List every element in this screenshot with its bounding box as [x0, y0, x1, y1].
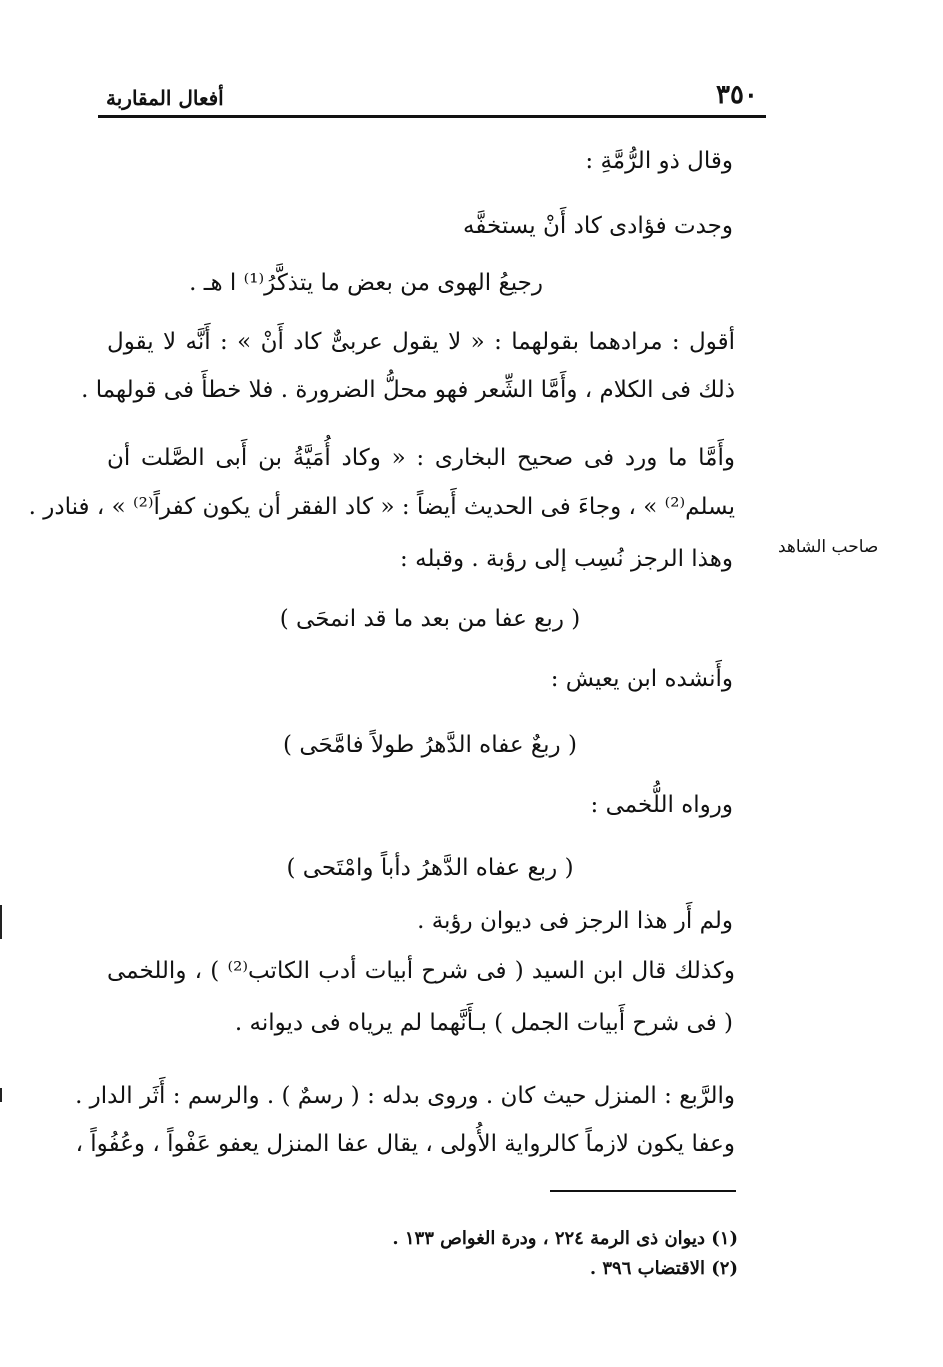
text-line: وأَمَّا ما ورد فى صحيح البخارى : « وكاد أُمَيَّةُ بن أَبى الصَّلت أن — [107, 445, 735, 471]
page-number: ٣٥٠ — [716, 80, 758, 110]
text-line: وعفا يكون لازماً كالرواية الأُولى ، يقال عفا المنزل يعفو عَفْواً ، وعُفُواً ، — [75, 1131, 735, 1157]
footnote-rule — [550, 1190, 736, 1192]
verse-line: وجدت فؤادى كاد أَنْ يستخفَّه — [463, 213, 733, 239]
text-line: ذلك فى الكلام ، وأَمَّا الشِّعر فهو محلُّ الضرورة . فلا خطأَ فى قولهما . — [81, 377, 735, 403]
verse-line: ( ربع عفا من بعد ما قد انمحَى ) — [279, 606, 581, 632]
verse-line: ( ربعٌ عفاه الدَّهرُ طولاً فامَّحَى ) — [283, 732, 577, 758]
text-line: وقال ذو الرُّمَّةِ : — [585, 148, 733, 174]
header-rule — [98, 115, 766, 118]
scan-edge-mark — [0, 1088, 2, 1102]
scan-edge-mark — [0, 905, 2, 939]
text-line: ( فى شرح أَبيات الجمل ) بـأَنَّهما لم يرياه فى ديوانه . — [234, 1010, 733, 1036]
running-title: أفعال المقاربة — [106, 86, 224, 110]
text-line: ولم أَر هذا الرجز فى ديوان رؤبة . — [417, 908, 733, 934]
footnote: (٢) الاقتضاب ٣٩٦ . — [589, 1258, 738, 1279]
verse-line: رجيعُ الهوى من بعض ما يتذكَّرُ⁽¹⁾ ا هـ . — [189, 270, 543, 296]
margin-note: صاحب الشاهد — [778, 537, 879, 557]
text-line: والرَّبع : المنزل حيث كان . وروى بدله : ( رسمٌ ) . والرسم : أَثَر الدار . — [75, 1083, 735, 1109]
text-line: ورواه اللُّخمى : — [590, 792, 733, 818]
text-line: وكذلك قال ابن السيد ( فى شرح أبيات أدب الكاتب⁽²⁾ ) ، واللخمى — [107, 958, 735, 984]
footnote: (١) ديوان ذى الرمة ٢٢٤ ، ودرة الغواص ١٣٣ . — [392, 1228, 738, 1249]
text-line: وأَنشده ابن يعيش : — [550, 666, 733, 692]
text-line: أقول : مرادهما بقولهما : « لا يقول عربىٌّ كاد أَنْ » : أَنَّه لا يقول — [107, 329, 735, 355]
text-line: يسلم⁽²⁾ » ، وجاءَ فى الحديث أَيضاً : « كاد الفقر أن يكون كفراً⁽²⁾ » ، فنادر . — [28, 494, 735, 520]
text-line: وهذا الرجز نُسِب إلى رؤبة . وقبله : — [400, 546, 733, 572]
verse-line: ( ربع عفاه الدَّهرُ دأباً وامْتَحى ) — [286, 855, 574, 881]
